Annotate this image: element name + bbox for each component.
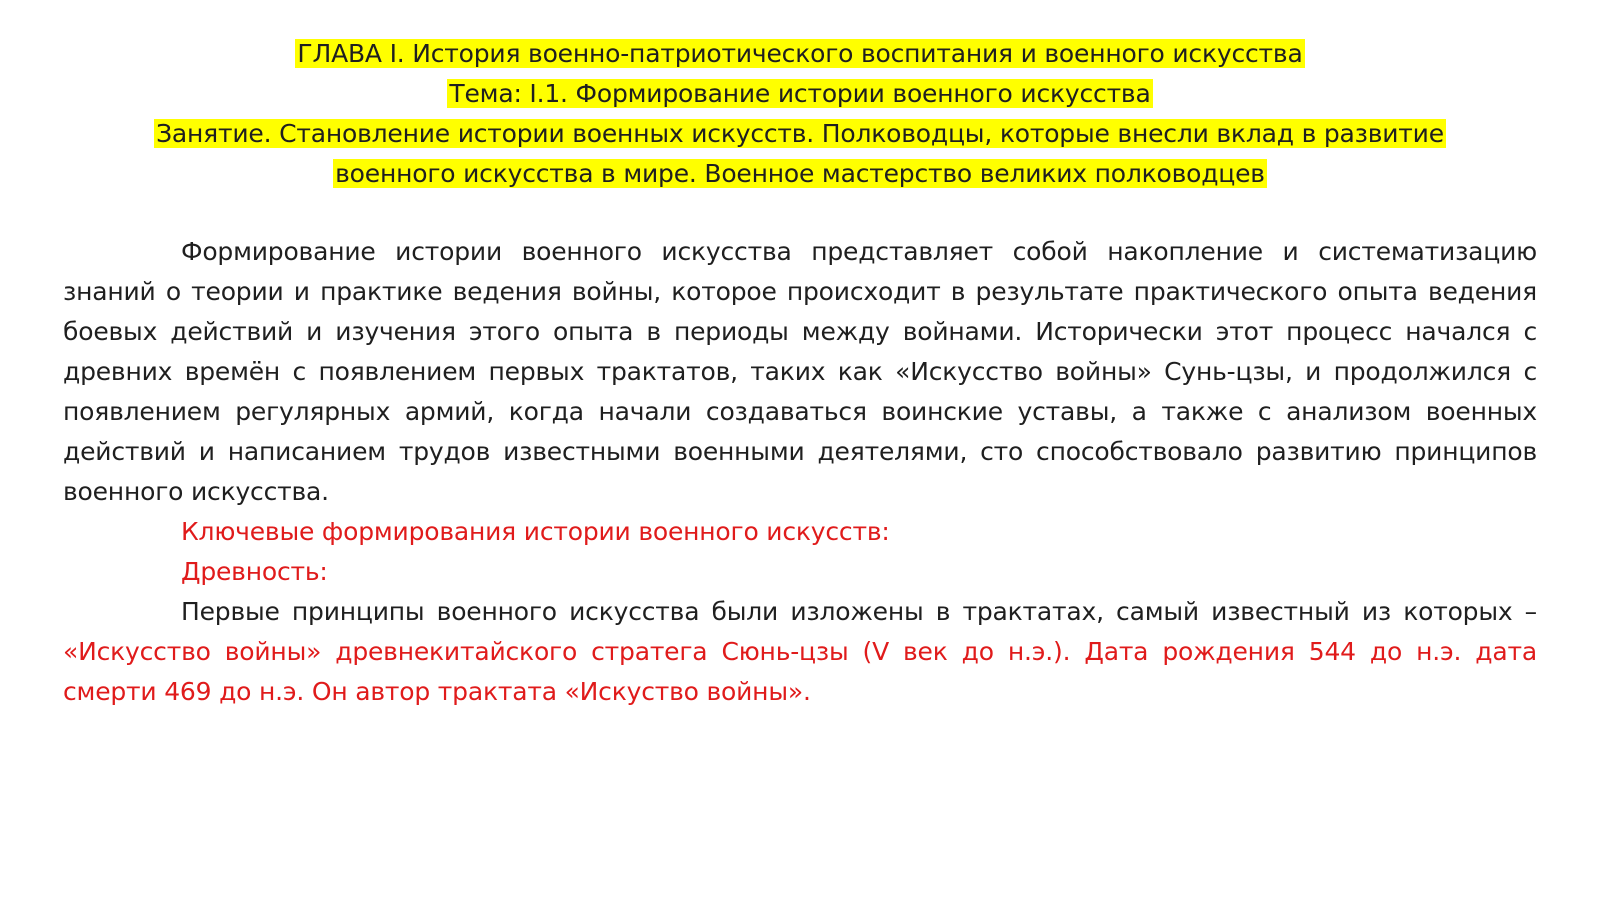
chapter-heading [63,34,1537,74]
antiquity-heading: Древность: [181,557,328,586]
body-text [63,232,1537,712]
antiquity-text-red: «Искусство войны» древнекитайского стратега Сюнь-цзы (V век до н.э.). Дата рождения 544 до н.э. дата смерти 469 до н.э. Он автор трактата «Искуство войны». [63,637,1537,706]
heading-block [63,34,1537,194]
lesson-heading-line-1 [63,114,1537,154]
topic-heading [63,74,1537,114]
lesson-title-part-1: Занятие. Становление истории военных искусств. Полководцы, которые внесли вклад в развитие [156,119,1444,148]
antiquity-text-plain: Первые принципы военного искусства были изложены в трактатах, самый известный из которых – [181,597,1537,626]
key-formations-heading: Ключевые формирования истории военного искусств: [181,517,890,546]
lesson-title-part-2: военного искусства в мире. Военное мастерство великих полководцев [335,159,1265,188]
topic-title: Тема: I.1. Формирование истории военного искусства [449,79,1151,108]
intro-paragraph: Формирование истории военного искусства представляет собой накопление и систематизацию знаний о теории и практике ведения войны, которое происходит в результате практического опыта ведения боевых действий и изучения этого опыта в периоды между войнами. Исторически этот процесс начался с древних времён с появлением первых трактатов, таких как «Искусство войны» Сунь-цзы, и продолжился с появлением регулярных армий, когда начали создаваться воинские уставы, а также с анализом военных действий и написанием трудов известными военными деятелями, сто способствовало развитию принципов военного искусства. [63,237,1537,506]
antiquity-paragraph [63,592,1537,712]
lesson-heading-line-2 [63,154,1537,194]
chapter-title: ГЛАВА I. История военно-патриотического воспитания и военного искусства [297,39,1303,68]
